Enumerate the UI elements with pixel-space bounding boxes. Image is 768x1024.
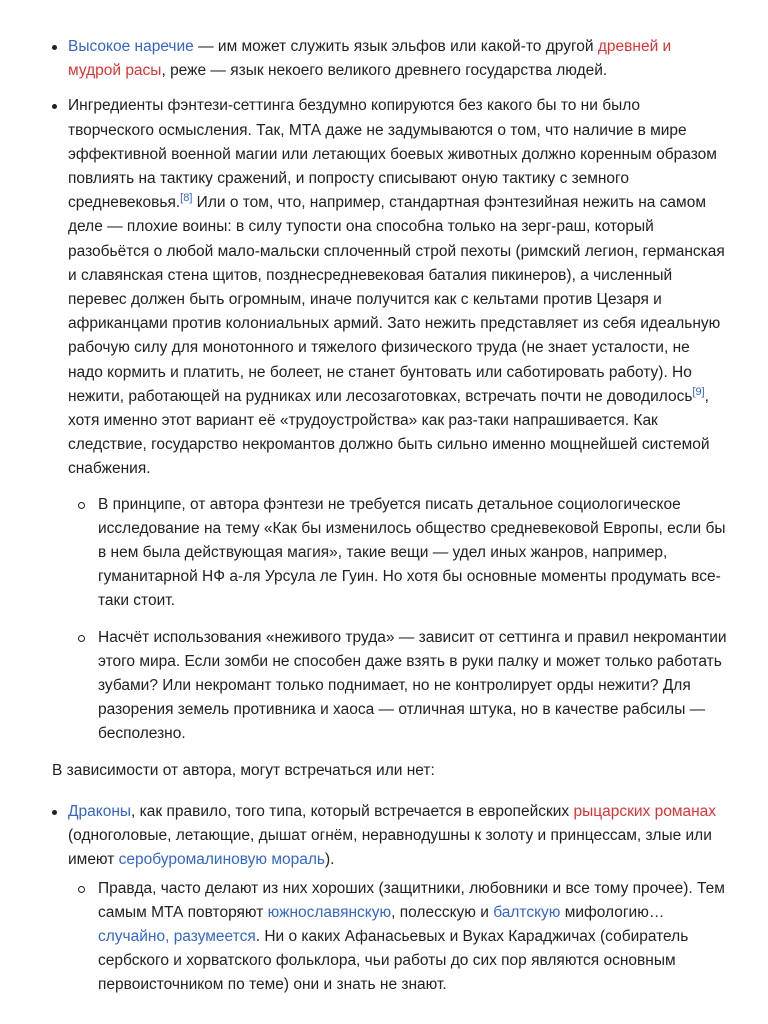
footnote-ref-8[interactable]: [8] [180,192,193,205]
nested-list-item [68,626,728,747]
nested-list [68,493,728,747]
article-body-continued [0,759,768,998]
list-item [52,94,728,746]
link-south-slavic[interactable]: южнославянскую [267,903,392,921]
list-item-text: В принципе, от автора фэнтези не требуется писать детальное социологическое исследование на тему «Как бы изменилось общество средневековой Европы, если бы в нем была действующая магия», такие вещи — удел иных жанров, например, гуманитарной НФ а-ля Урсула ле Гуин. Но хотя бы основные моменты продумать все-таки стоит. [98,495,726,610]
list-item-text: Ингредиенты фэнтези-сеттинга бездумно копируются без какого бы то ни было творческого осмысления. Так, МТА даже не задумываются о том, что наличие в мире эффективной военной магии или летающих боевых животных должно коренным образом повлиять на тактику сражений, и попросту списывают оную тактику с земного средневековья. [68,97,717,212]
list-item-text: ). [324,851,335,869]
link-chivalric-romances[interactable]: рыцарских романах [573,802,717,820]
bullet-icon [52,104,57,109]
link-high-speech[interactable]: Высокое наречие [68,38,194,55]
list-item-text: , хотя именно этот вариант её «трудоустройства» как раз-таки напрашивается. Как следствие, государство некромантов должно быть сильно именно мощнейшей системой снабжения. [68,387,710,478]
paragraph: В зависимости от автора, могут встречаться или нет: [52,761,435,779]
list-item-text: — им может служить язык эльфов или какой-то другой [193,38,598,55]
link-ancient-race[interactable]: древней и мудрой расы [68,38,672,80]
list-item-text: Или о том, что, например, стандартная фэнтезийная нежить на самом деле — плохие воины: в силу тупости она способна только на зерг-раш, который разобьётся о любой мало-мальски сплоченный строй пехоты (римский легион, германская и славянская стена щитов, позднесредневековая баталия пикинеров), а численный перевес должен быть огромным, иначе получится как с кельтами против Цезаря и африканцами против колониальных армий. Зато нежить представляет из себя идеальную рабочую силу для монотонного и тяжелого физического труда (не знает усталости, не надо кормить и платить, не болеет, не станет бунтовать или саботировать работу). Но нежити, работающей на рудниках или лесозаготовках, встречать почти не доводилось [68,194,725,405]
bullet-list [52,35,728,747]
list-item-text: , как правило, того типа, который встречается в европейских [131,802,574,820]
nested-list-item [68,493,728,614]
list-item [52,35,728,83]
list-item [52,800,728,998]
nested-list [68,877,728,998]
hollow-bullet-icon [78,635,85,642]
hollow-bullet-icon [78,886,85,893]
footnote-ref-9[interactable]: [9] [692,385,705,398]
link-dragons[interactable]: Драконы [68,802,132,820]
list-item-text: (одноголовые, летающие, дышат огнём, неравнодушны к золоту и принцессам, злые или имеют [68,827,712,869]
list-item-text: мифологию… [560,903,665,921]
nested-list-item [68,877,728,998]
bullet-icon [52,45,57,50]
list-item-text: Правда, часто делают из них хороших (защитники, любовники и все тому прочее). Тем самым МТА повторяют [98,879,725,921]
link-accidentally-of-course[interactable]: случайно, разумеется [98,927,256,945]
list-item-text: , реже — язык некоего великого древнего государства людей. [161,62,608,80]
list-item-text: . Ни о каких Афанасьевых и Вуках Караджичах (собиратель сербского и хорватского фольклора, чьи работы до сих пор являются основным первоисточником по теме) они и знать не знают. [98,927,689,994]
list-item-text: Насчёт использования «неживого труда» — зависит от сеттинга и правил некромантии этого мира. Если зомби не способен даже взять в руки палку и может только работать зубами? Или некромант только поднимает, но не контролирует орды нежити? Для разорения земель противника и хаоса — отличная штука, но в качестве рабсилы — бесполезно. [98,628,727,743]
link-grey-morality[interactable]: серобуромалиновую мораль [118,851,325,869]
hollow-bullet-icon [78,502,85,509]
bullet-list [52,800,728,998]
list-item-text: , полесскую и [391,903,494,921]
bullet-icon [52,810,57,815]
link-baltic[interactable]: балтскую [493,903,561,921]
